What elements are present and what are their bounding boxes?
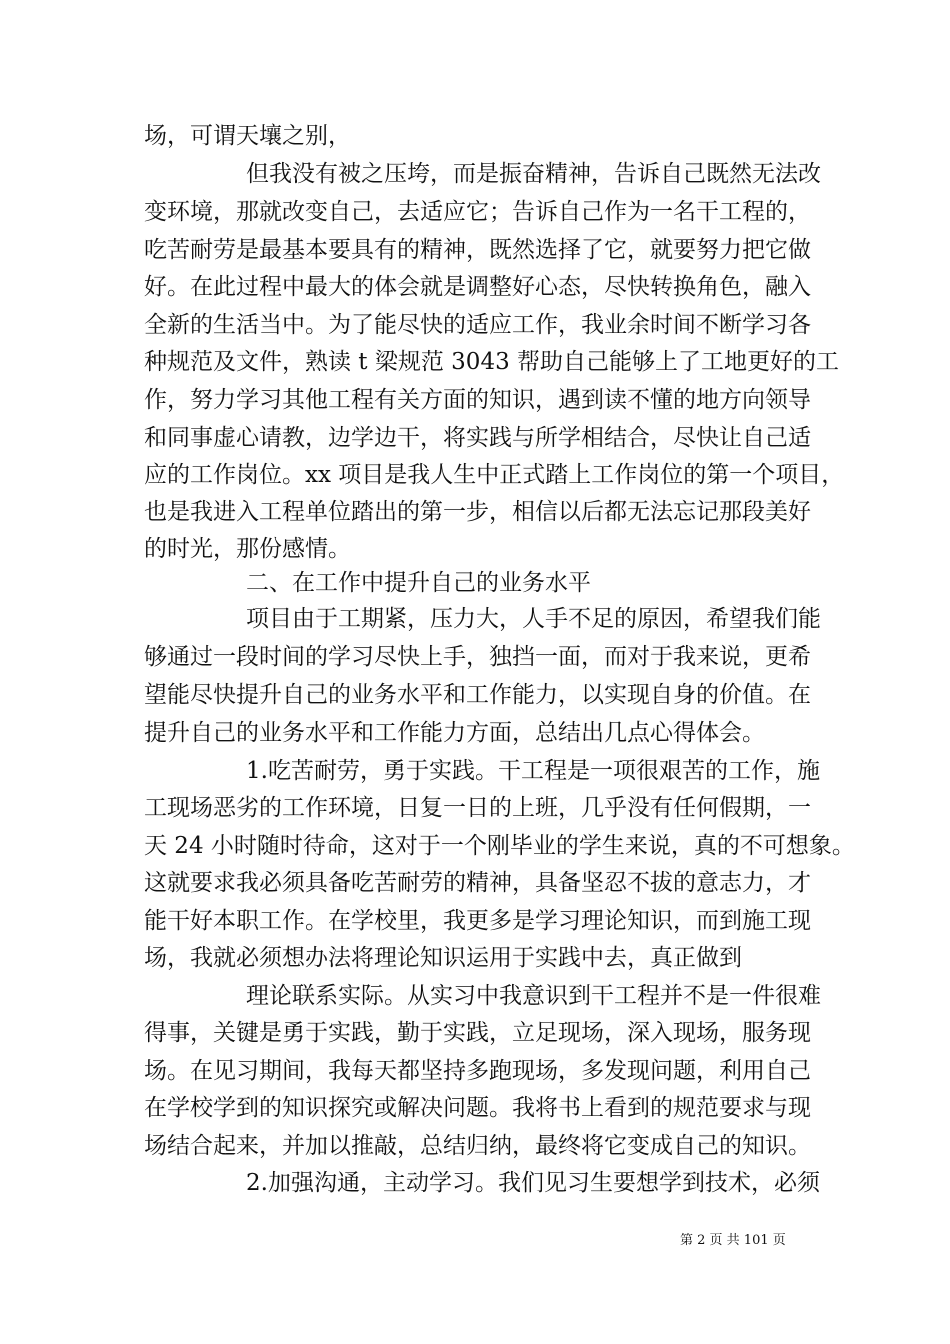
text-line: 的时光，那份感情。 xyxy=(144,536,351,562)
text-line: 1.吃苦耐劳，勇于实践。干工程是一项很艰苦的工作，施 xyxy=(246,758,820,784)
text-line: 工现场恶劣的工作环境，日复一日的上班，几乎没有任何假期，一 xyxy=(144,795,811,821)
text-line: 变环境，那就改变自己，去适应它；告诉自己作为一名干工程的， xyxy=(144,199,811,225)
text-line: 这就要求我必须具备吃苦耐劳的精神，具备坚忍不拔的意志力，才 xyxy=(144,870,811,896)
text-line: 天 24 小时随时待命，这对于一个刚毕业的学生来说，真的不可想象。 xyxy=(144,833,855,859)
text-line: 全新的生活当中。为了能尽快的适应工作，我业余时间不断学习各 xyxy=(144,312,811,338)
text-line: 场结合起来，并加以推敲，总结归纳，最终将它变成自己的知识。 xyxy=(144,1133,811,1159)
text-line: 好。在此过程中最大的体会就是调整好心态，尽快转换角色，融入 xyxy=(144,274,811,300)
text-line: 应的工作岗位。xx 项目是我人生中正式踏上工作岗位的第一个项目， xyxy=(144,462,845,488)
text-line: 2.加强沟通，主动学习。我们见习生要想学到技术，必须 xyxy=(246,1170,820,1196)
text-line: 场。在见习期间，我每天都坚持多跑现场，多发现问题，利用自己 xyxy=(144,1058,811,1084)
text-line: 项目由于工期紧，压力大，人手不足的原因，希望我们能 xyxy=(246,606,821,632)
text-line: 在学校学到的知识探究或解决问题。我将书上看到的规范要求与现 xyxy=(144,1095,811,1121)
text-line: 得事，关键是勇于实践，勤于实践，立足现场，深入现场，服务现 xyxy=(144,1020,811,1046)
text-line: 也是我进入工程单位踏出的第一步，相信以后都无法忘记那段美好 xyxy=(144,499,811,525)
text-line: 但我没有被之压垮，而是振奋精神，告诉自己既然无法改 xyxy=(246,161,821,187)
section-heading: 二、在工作中提升自己的业务水平 xyxy=(246,570,591,596)
text-line: 望能尽快提升自己的业务水平和工作能力，以实现自身的价值。在 xyxy=(144,682,811,708)
text-line: 吃苦耐劳是最基本要具有的精神，既然选择了它，就要努力把它做 xyxy=(144,237,811,263)
text-line: 作，努力学习其他工程有关方面的知识，遇到读不懂的地方向领导 xyxy=(144,387,811,413)
text-line: 够通过一段时间的学习尽快上手，独挡一面，而对于我来说，更希 xyxy=(144,644,811,670)
text-line: 能干好本职工作。在学校里，我更多是学习理论知识，而到施工现 xyxy=(144,908,811,934)
text-line: 场，我就必须想办法将理论知识运用于实践中去，真正做到 xyxy=(144,945,742,971)
text-line: 理论联系实际。从实习中我意识到干工程并不是一件很难 xyxy=(246,983,821,1009)
page-number-footer: 第 2 页 共 101 页 xyxy=(680,1233,786,1248)
text-line: 种规范及文件，熟读 t 梁规范 3043 帮助自己能够上了工地更好的工 xyxy=(144,349,840,375)
text-line: 和同事虚心请教，边学边干，将实践与所学相结合，尽快让自己适 xyxy=(144,425,811,451)
text-line: 场，可谓天壤之别， xyxy=(144,123,351,149)
text-line: 提升自己的业务水平和工作能力方面，总结出几点心得体会。 xyxy=(144,720,765,746)
